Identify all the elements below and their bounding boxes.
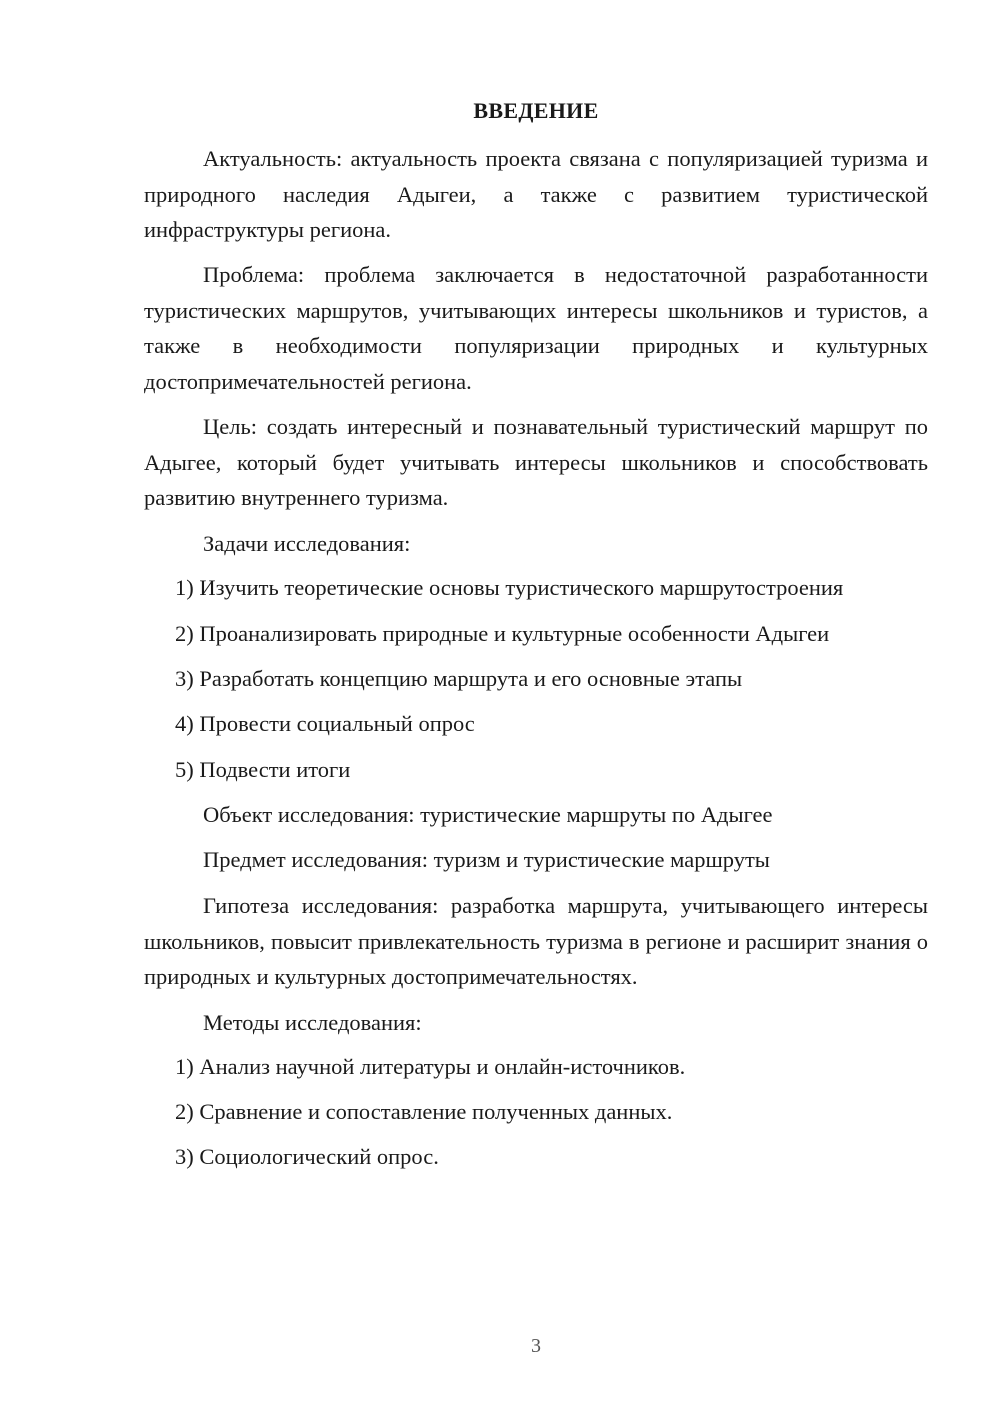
tasks-heading: Задачи исследования:	[203, 531, 411, 556]
hypothesis-paragraph: Гипотеза исследования: разработка маршрута, учитывающего интересы школьников, повысит привлекательность туризма в регионе и расширит знания о природных и культурных достопримечательностях.	[144, 893, 928, 989]
object-line: Объект исследования: туристические маршруты по Адыгее	[203, 802, 773, 827]
task-item-2: 2) Проанализировать природные и культурные особенности Адыгеи	[175, 621, 830, 646]
task-item-3: 3) Разработать концепцию маршрута и его основные этапы	[175, 666, 743, 691]
method-item-2: 2) Сравнение и сопоставление полученных данных.	[175, 1099, 673, 1124]
problem-paragraph: Проблема: проблема заключается в недостаточной разработанности туристических маршрутов, учитывающих интересы школьников и туристов, а также в необходимости популяризации природных и культурных достопримечательностей региона.	[144, 262, 928, 394]
methods-heading: Методы исследования:	[203, 1010, 422, 1035]
document-page	[144, 0, 928, 1414]
method-item-1: 1) Анализ научной литературы и онлайн-источников.	[175, 1054, 686, 1079]
goal-paragraph: Цель: создать интересный и познавательный туристический маршрут по Адыгее, который будет учитывать интересы школьников и способствовать развитию внутреннего туризма.	[144, 414, 928, 510]
subject-line: Предмет исследования: туризм и туристические маршруты	[203, 847, 770, 872]
page-number: 3	[531, 1335, 541, 1357]
page-title: ВВЕДЕНИЕ	[473, 98, 599, 123]
task-item-1: 1) Изучить теоретические основы туристического маршрутостроения	[175, 575, 844, 600]
task-item-5: 5) Подвести итоги	[175, 757, 351, 782]
relevance-paragraph: Актуальность: актуальность проекта связана с популяризацией туризма и природного наследия Адыгеи, а также с развитием туристической инфраструктуры региона.	[144, 146, 928, 242]
method-item-3: 3) Социологический опрос.	[175, 1144, 439, 1169]
task-item-4: 4) Провести социальный опрос	[175, 711, 475, 736]
